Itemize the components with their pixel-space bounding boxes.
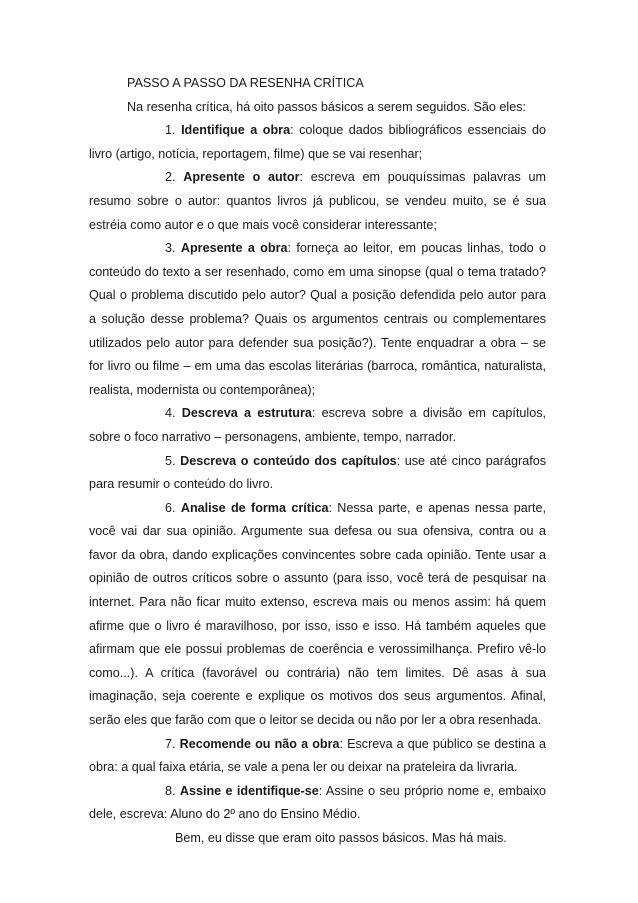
step-heading: Apresente o autor bbox=[183, 170, 300, 185]
step-number: 1. bbox=[165, 123, 176, 138]
step-text: : Escreva a que público se destina a obra: a qual faixa etária, se vale a pena ler ou deixar na prateleira da livraria. bbox=[89, 736, 547, 775]
step-text: : Assine o seu próprio nome e, embaixo dele, escreva: Aluno do 2º ano do Ensino Médio. bbox=[89, 783, 546, 822]
step-heading: Analise de forma crítica bbox=[180, 500, 329, 515]
step-text: : forneça ao leitor, em poucas linhas, todo o conteúdo do texto a ser resenhado, como em uma sinopse (qual o tema tratado? Qual o problema discutido pelo autor? Qual a posição defendida pelo autor para a solução desse problema? Quais os argumentos centrais ou complementares utilizados pelo autor para defender sua posição?). Tente enquadrar a obra – se for livro ou filme – em uma das escolas literárias (barroca, romântica, naturalista, realista, modernista ou contemporânea); bbox=[89, 241, 546, 397]
step-number: 6. bbox=[165, 500, 176, 515]
step-1 bbox=[89, 119, 546, 166]
step-heading: Identifique a obra bbox=[181, 123, 291, 138]
step-number: 3. bbox=[165, 241, 176, 256]
step-text: : use até cinco parágrafos para resumir o conteúdo do livro. bbox=[89, 453, 547, 492]
step-text: : escreva sobre a divisão em capítulos, sobre o foco narrativo – personagens, ambiente, tempo, narrador. bbox=[89, 406, 547, 444]
step-8 bbox=[89, 780, 546, 827]
step-4 bbox=[89, 402, 546, 449]
step-text: : Nessa parte, e apenas nessa parte, você vai dar sua opinião. Argumente sua defesa ou sua ofensiva, contra ou a favor da obra, dando explicações convincentes sobre cada opinião. Tente usar a opinião de outros críticos sobre o assunto (para isso, você terá de pesquisar na internet. Para não ficar muito extenso, escreva mais ou menos assim: há quem afirme que o livro é maravilhoso, por isso, isso e isso. Há também aqueles que afirmam que ele possui problemas de coerência e verossimilhança. Prefiro vê-lo como...). A crítica (favorável ou contrária) não tem limites. Dê asas à sua imaginação, seja coerente e explique os motivos dos seus argumentos. Afinal, serão eles que farão com que o leitor se decida ou não por ler a obra resenhada. bbox=[89, 500, 546, 728]
step-number: 8. bbox=[165, 783, 176, 798]
step-heading: Apresente a obra bbox=[180, 241, 288, 256]
closing-line: Bem, eu disse que eram oito passos básicos. Mas há mais. bbox=[175, 831, 507, 845]
step-number: 2. bbox=[165, 170, 176, 185]
step-6 bbox=[89, 497, 546, 733]
step-text: : coloque dados bibliográficos essenciais do livro (artigo, notícia, reportagem, filme) que se vai resenhar; bbox=[89, 123, 547, 161]
step-heading: Descreva a estrutura bbox=[181, 406, 312, 421]
step-3 bbox=[89, 237, 546, 402]
document-title: PASSO A PASSO DA RESENHA CRÍTICA bbox=[127, 76, 364, 90]
step-heading: Descreva o conteúdo dos capítulos bbox=[180, 453, 397, 468]
step-7 bbox=[89, 733, 546, 780]
step-number: 7. bbox=[165, 736, 176, 751]
document-body bbox=[89, 72, 546, 851]
step-heading: Assine e identifique-se bbox=[179, 783, 319, 798]
step-heading: Recomende ou não a obra bbox=[179, 736, 340, 751]
step-5 bbox=[89, 450, 546, 497]
step-number: 4. bbox=[165, 406, 176, 421]
step-text: : escreva em pouquíssimas palavras um resumo sobre o autor: quantos livros já publicou, se vendeu muito, se é sua estréia como autor e o que mais você considerar interessante; bbox=[89, 170, 547, 232]
step-number: 5. bbox=[165, 453, 176, 468]
intro-paragraph: Na resenha crítica, há oito passos básicos a serem seguidos. São eles: bbox=[127, 99, 527, 114]
step-2 bbox=[89, 166, 546, 237]
